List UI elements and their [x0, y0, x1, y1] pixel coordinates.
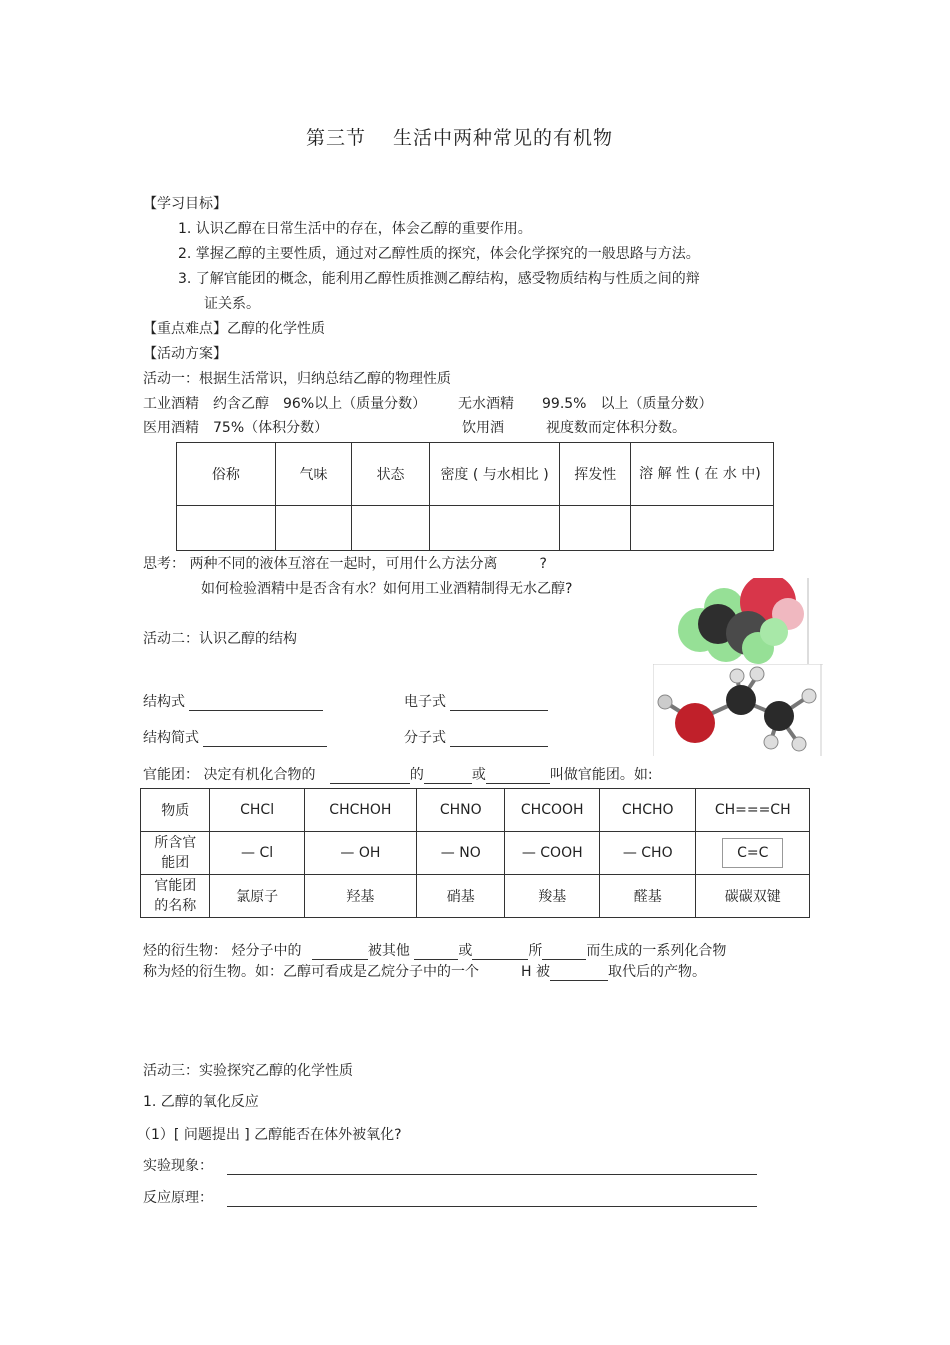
table-cell: — OH [304, 832, 416, 875]
carbon-atom [726, 685, 756, 715]
table-cell: — NO [417, 832, 505, 875]
principle-line [143, 1189, 757, 1207]
table-header-cell: 状态 [352, 443, 430, 506]
plan-heading: 【活动方案】 [143, 346, 227, 362]
electron-formula-label [404, 693, 548, 711]
table-cell: 氯原子 [210, 875, 304, 918]
molecular-formula-label [404, 729, 548, 747]
activity-two: 活动二：认识乙醇的结构 [143, 631, 297, 647]
text: 称为烃的衍生物。如：乙醇可看成是乙烷分子中的一个 H 被 [143, 964, 550, 980]
label: 结构式 [143, 694, 185, 710]
table-cell: 羟基 [304, 875, 416, 918]
electron-formula-blank[interactable] [450, 696, 548, 711]
table-cell: CHCHO [600, 789, 696, 832]
hydrogen-atom [750, 667, 764, 681]
structural-formula-blank[interactable] [189, 696, 323, 711]
table-cell: — COOH [505, 832, 600, 875]
think-question-1: 思考： 两种不同的液体互溶在一起时，可用什么方法分离 ? [143, 556, 547, 572]
structural-formula-label [143, 693, 323, 711]
table-header-cell: 密度 ( 与水相比 ) [429, 443, 559, 506]
table-header-cell: 溶 解 性 ( 在 水 中) [631, 443, 774, 506]
hydrogen-atom [760, 618, 788, 646]
label: 反应原理： [143, 1190, 213, 1206]
text: 或 [471, 767, 486, 783]
table-cell: CHCHOH [304, 789, 416, 832]
blank[interactable] [414, 945, 458, 960]
hydrogen-atom [658, 695, 672, 709]
think-question-2: 如何检验酒精中是否含有水？如何用工业酒精制得无水乙醇? [201, 581, 573, 597]
table-row [141, 832, 810, 875]
double-bond-structure: C=C [722, 838, 783, 868]
phenomenon-line [143, 1157, 757, 1175]
principle-blank[interactable] [227, 1192, 757, 1207]
page-title: 第三节 生活中两种常见的有机物 [306, 127, 614, 149]
table-cell: — CHO [600, 832, 696, 875]
oxygen-atom [675, 703, 715, 743]
blank[interactable] [550, 966, 608, 981]
text: 被其他 [367, 943, 410, 959]
label: 分子式 [404, 730, 446, 746]
text: 所 [528, 943, 543, 959]
phenomenon-blank[interactable] [227, 1160, 757, 1175]
table-header-cell: 气味 [275, 443, 352, 506]
ethanol-space-filling-model [668, 578, 810, 664]
table-cell [696, 832, 810, 875]
answer-cell[interactable] [429, 506, 559, 551]
key-point: 【重点难点】乙醇的化学性质 [143, 321, 325, 337]
answer-cell[interactable] [352, 506, 430, 551]
activity-three: 活动三：实验探究乙醇的化学性质 [143, 1063, 353, 1079]
blank[interactable] [486, 769, 550, 784]
table-cell: CHCl [210, 789, 304, 832]
text: 或 [458, 943, 473, 959]
table-header-cell: 俗称 [177, 443, 276, 506]
hydrocarbon-derivative-definition [143, 942, 726, 960]
answer-cell[interactable] [560, 506, 631, 551]
text: 官能团： 决定有机化合物的 [143, 767, 316, 783]
physical-properties-table [176, 442, 774, 551]
carbon-atom [764, 701, 794, 731]
label: 电子式 [404, 694, 446, 710]
table-cell: — Cl [210, 832, 304, 875]
text: 取代后的产物。 [607, 964, 706, 980]
anhydrous-alcohol: 无水酒精 99.5% 以上（质量分数） [458, 396, 713, 412]
table-row [177, 506, 774, 551]
functional-group-table [140, 788, 810, 918]
simple-formula-label [143, 729, 327, 747]
functional-group-definition [143, 766, 653, 784]
table-cell: 羧基 [505, 875, 600, 918]
table-header-cell: 物质 [141, 789, 210, 832]
table-header-cell: 所含官能团 [141, 832, 210, 875]
hydrogen-atom [730, 669, 744, 683]
blank[interactable] [424, 769, 472, 784]
industrial-alcohol: 工业酒精 约含乙醇 96%以上（质量分数） [143, 396, 427, 412]
text: 烃的衍生物： 烃分子中的 [143, 943, 302, 959]
table-cell: CHCOOH [505, 789, 600, 832]
oxidation-heading: 1. 乙醇的氧化反应 [143, 1094, 259, 1110]
blank[interactable] [472, 945, 528, 960]
text: 的 [409, 767, 424, 783]
activity-one: 活动一：根据生活常识，归纳总结乙醇的物理性质 [143, 371, 451, 387]
drinking-alcohol: 饮用酒 视度数而定体积分数。 [462, 420, 686, 436]
goal-item: 2. 掌握乙醇的主要性质，通过对乙醇性质的探究，体会化学探究的一般思路与方法。 [178, 246, 700, 262]
medical-alcohol: 医用酒精 75%（体积分数） [143, 420, 329, 436]
blank[interactable] [312, 945, 368, 960]
goal-item: 1. 认识乙醇在日常生活中的存在，体会乙醇的重要作用。 [178, 221, 532, 237]
label: 结构简式 [143, 730, 199, 746]
simple-formula-blank[interactable] [203, 732, 327, 747]
table-cell: 碳碳双键 [696, 875, 810, 918]
hydrogen-atom [802, 689, 816, 703]
question-raised: （1）[ 问题提出 ] 乙醇能否在体外被氧化? [137, 1127, 402, 1143]
answer-cell[interactable] [631, 506, 774, 551]
table-cell: CHNO [417, 789, 505, 832]
table-cell: 硝基 [417, 875, 505, 918]
table-cell: 醛基 [600, 875, 696, 918]
label: 实验现象： [143, 1158, 213, 1174]
table-header-cell: 官能团的名称 [141, 875, 210, 918]
text: 叫做官能团。如: [549, 767, 653, 783]
table-cell: CH===CH [696, 789, 810, 832]
goals-heading: 【学习目标】 [143, 196, 227, 212]
molecular-formula-blank[interactable] [450, 732, 548, 747]
table-header-cell: 挥发性 [560, 443, 631, 506]
hydrogen-atom [764, 735, 778, 749]
table-row [177, 443, 774, 506]
goal-item: 3. 了解官能团的概念，能利用乙醇性质推测乙醇结构，感受物质结构与性质之间的辩 [178, 271, 700, 287]
table-row [141, 789, 810, 832]
text: 而生成的一系列化合物 [586, 943, 727, 959]
table-row [141, 875, 810, 918]
answer-cell[interactable] [275, 506, 352, 551]
goal-item-continued: 证关系。 [204, 296, 260, 312]
hydrocarbon-derivative-example [143, 963, 706, 981]
blank[interactable] [330, 769, 410, 784]
hydrogen-atom [792, 737, 806, 751]
answer-cell[interactable] [177, 506, 276, 551]
ethanol-ball-stick-model [653, 664, 823, 756]
blank[interactable] [542, 945, 586, 960]
